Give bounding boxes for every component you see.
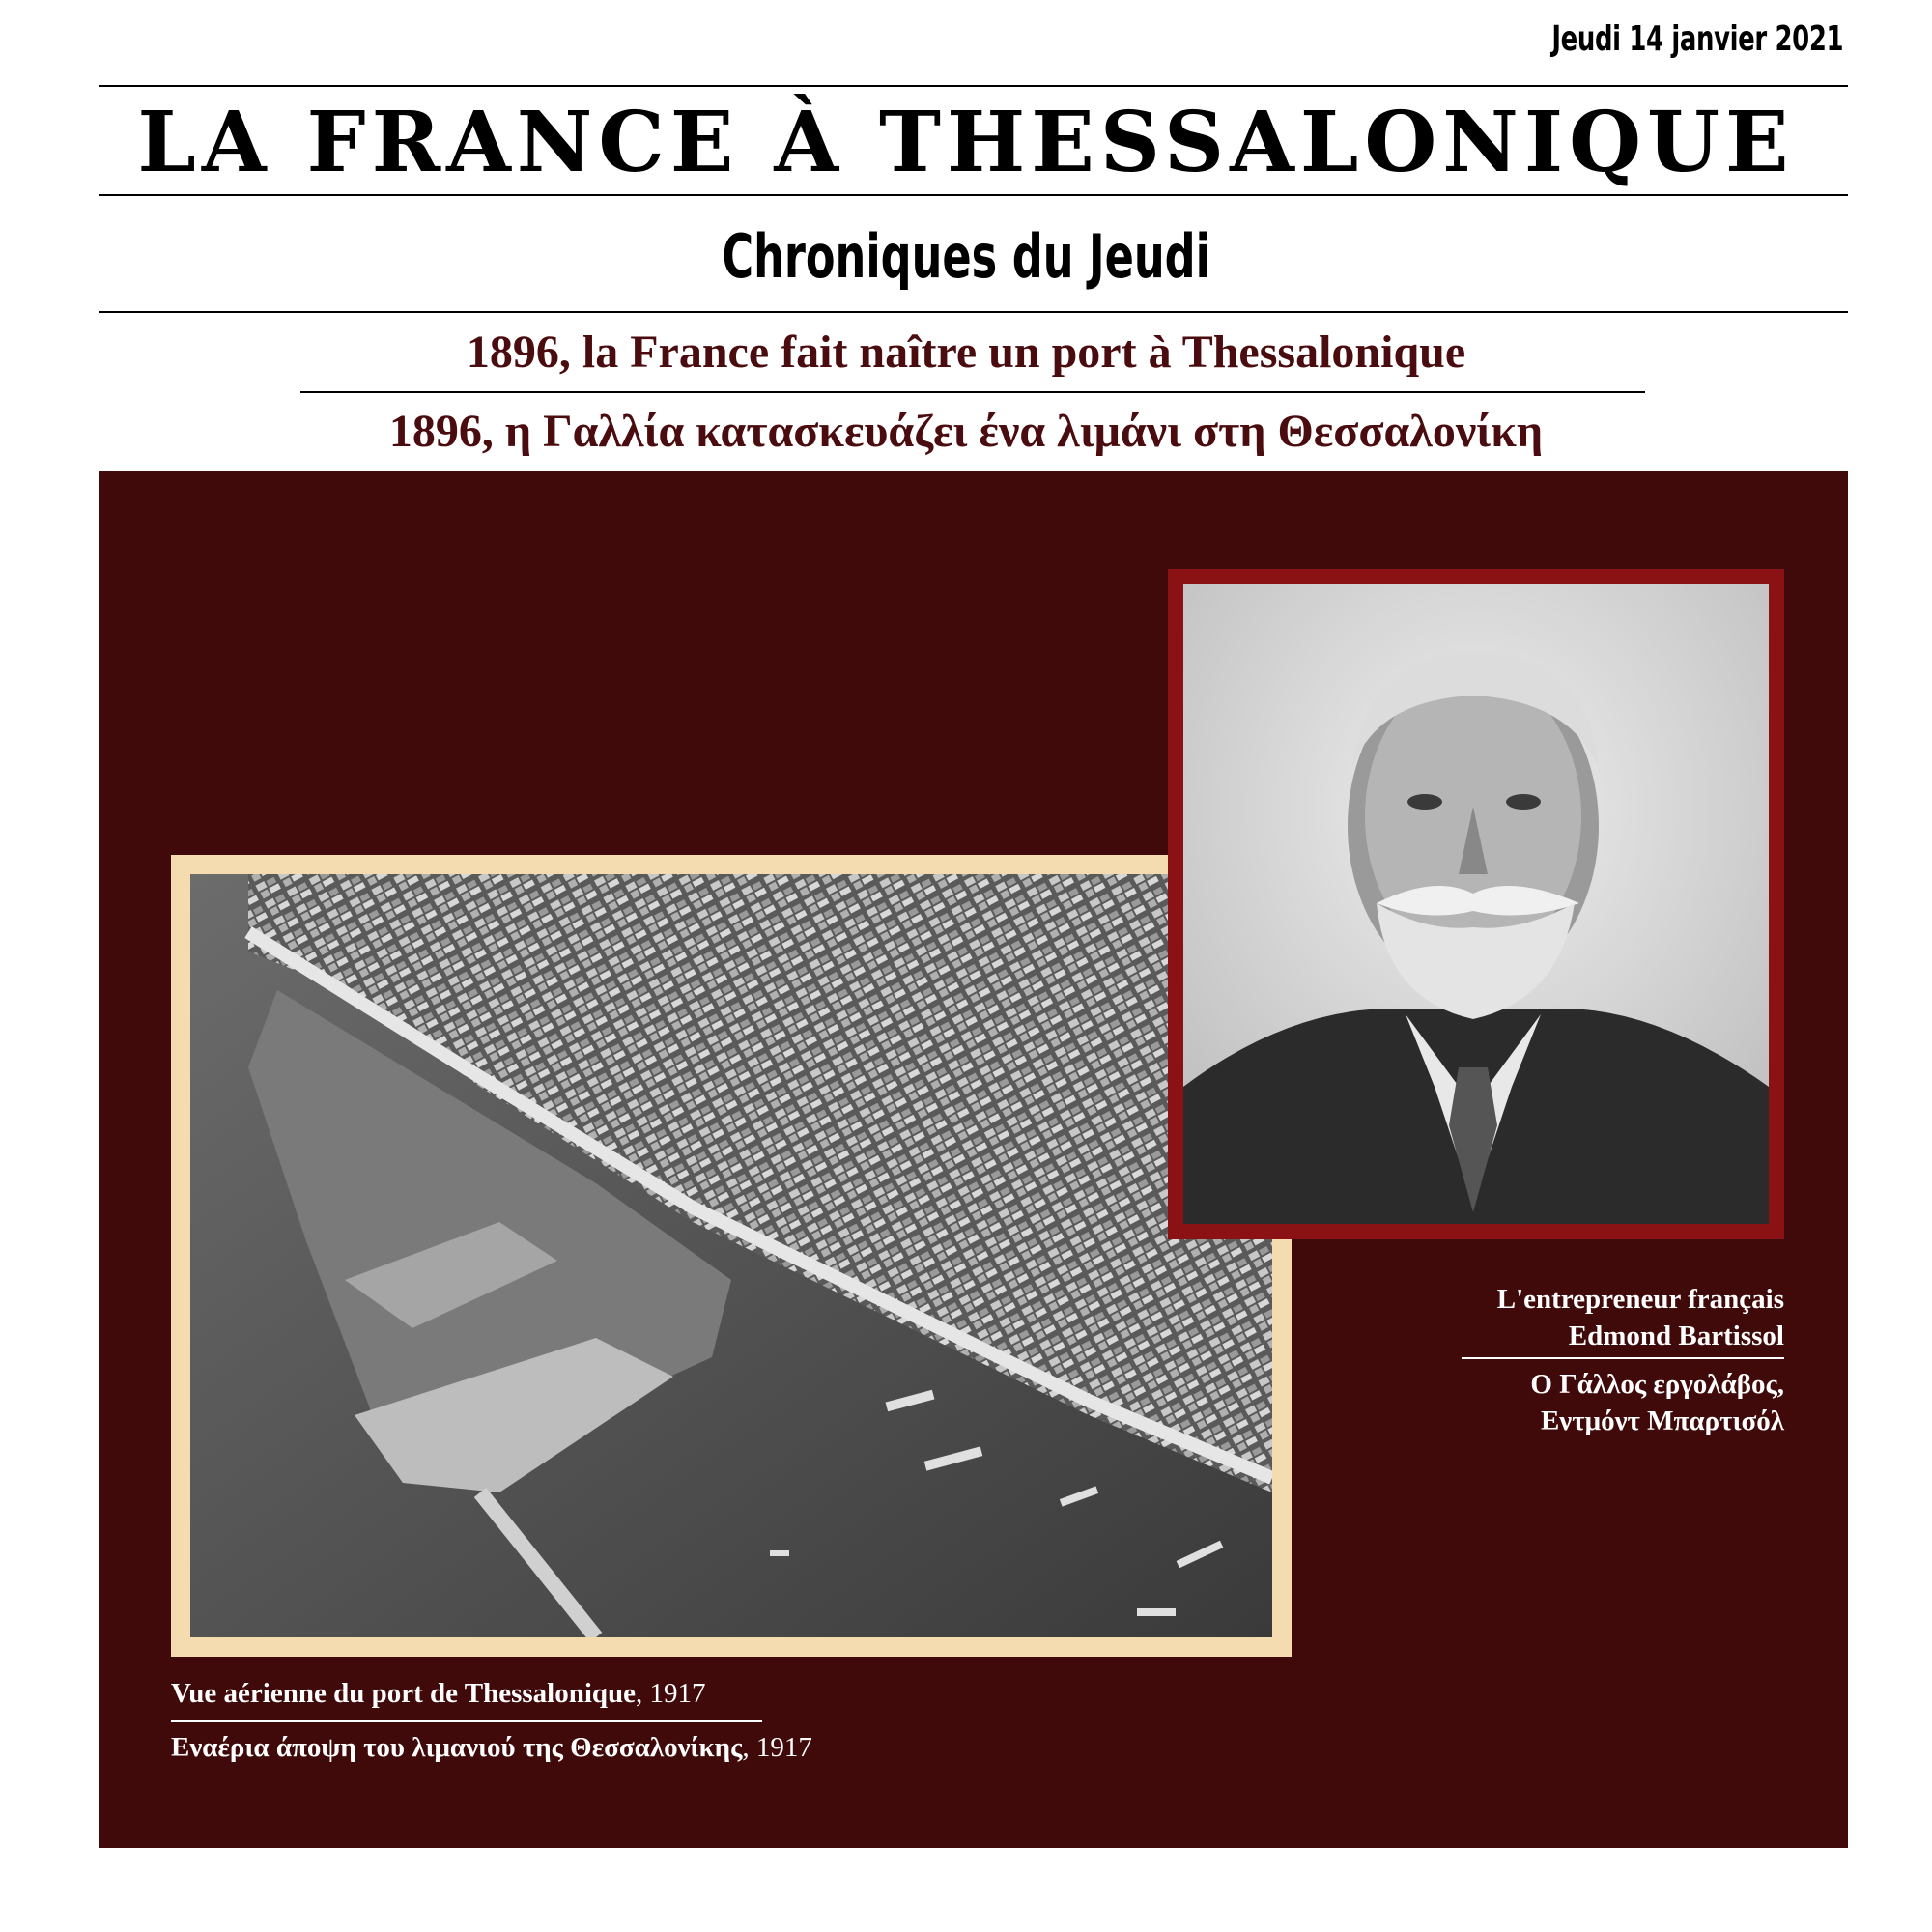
port-caption-rule [171,1720,762,1722]
portrait-caption-greek [1301,1366,1784,1439]
content-panel [99,471,1848,1848]
port-caption-fr-title: Vue aérienne du port de Thessalonique [171,1678,637,1709]
top-rule [99,85,1848,87]
portrait-caption-french [1301,1281,1784,1354]
port-caption-french [171,1675,706,1712]
portrait-caption-el-line1: Ο Γάλλος εργολάβος, [1530,1369,1784,1400]
port-caption-el-title: Εναέρια άποψη του λιμανιού της Θεσσαλονίκης [171,1732,743,1763]
port-caption-el-year: , 1917 [742,1732,812,1763]
port-caption-greek [171,1729,812,1766]
headline-greek: 1896, η Γαλλία κατασκευάζει ένα λιμάνι στη Θεσσαλονίκη [388,406,1544,457]
portrait-photo [1183,584,1769,1224]
subtitle-rule [99,311,1848,313]
aerial-port-photo [190,874,1272,1637]
port-caption-fr-year: , 1917 [636,1678,706,1709]
title-rule [99,194,1848,196]
portrait-photo-frame [1168,569,1784,1239]
page-title: LA FRANCE À THESSALONIQUE [137,94,1795,191]
port-photo-frame [171,855,1292,1657]
page-subtitle [0,218,1932,296]
headline-french: 1896, la France fait naître un port à Thessalonique [466,327,1466,378]
portrait-caption-el-line2: Εντμόντ Μπαρτισόλ [1540,1406,1784,1436]
portrait-caption-rule [1462,1357,1784,1359]
date-label: Jeudi 14 janvier 2021 [1551,19,1843,59]
portrait-caption-fr-line2: Edmond Bartissol [1568,1321,1784,1351]
portrait-caption-fr-line1: L'entrepreneur français [1496,1284,1784,1315]
headline-rule [300,391,1645,393]
subtitle-text: Chroniques du Jeudi [722,221,1210,292]
